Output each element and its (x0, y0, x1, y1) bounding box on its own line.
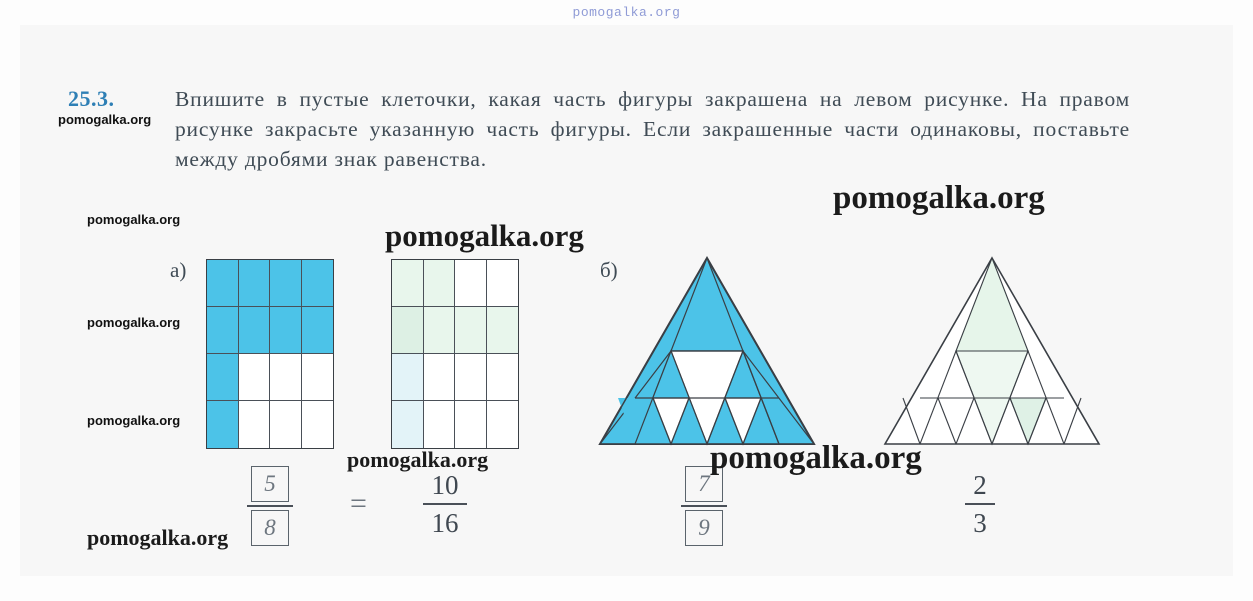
equals-sign-a: = (350, 487, 367, 520)
figure-a-answer-right (423, 470, 467, 538)
grid-cell[interactable] (424, 354, 456, 401)
figure-a-right-grid[interactable] (391, 259, 519, 449)
figure-a-answer-left[interactable] (247, 466, 293, 546)
watermark-text: pomogalka.org (87, 413, 181, 428)
grid-cell (302, 401, 334, 448)
grid-cell (270, 260, 302, 307)
grid-cell[interactable] (487, 401, 519, 448)
grid-cell[interactable] (455, 260, 487, 307)
figure-b-left-triangle (595, 252, 820, 452)
watermark-text: pomogalka.org (87, 212, 181, 227)
grid-cell[interactable] (487, 260, 519, 307)
top-watermark: pomogalka.org (572, 5, 681, 20)
grid-cell (302, 260, 334, 307)
fraction-denominator: 16 (431, 508, 459, 538)
grid-cell (207, 401, 239, 448)
grid-cell (270, 307, 302, 354)
grid-cell[interactable] (487, 307, 519, 354)
grid-cell[interactable] (455, 401, 487, 448)
grid-cell[interactable] (392, 401, 424, 448)
grid-cell (207, 354, 239, 401)
grid-cell (239, 260, 271, 307)
grid-cell[interactable] (424, 307, 456, 354)
grid-cell (239, 401, 271, 448)
figure-b-answer-left[interactable] (681, 466, 727, 546)
watermark-text: pomogalka.org (58, 112, 152, 127)
exercise-number: 25.3. (68, 86, 115, 111)
grid-cell (239, 354, 271, 401)
grid-cell[interactable] (424, 401, 456, 448)
grid-cell (207, 260, 239, 307)
figure-label-b: б) (600, 258, 618, 282)
fraction-denominator: 3 (973, 508, 987, 538)
fraction-bar (681, 505, 727, 507)
grid-cell (239, 307, 271, 354)
grid-cell[interactable] (455, 354, 487, 401)
answer-box-denominator[interactable]: 8 (251, 510, 289, 546)
figure-a-left-grid (206, 259, 334, 449)
fraction-bar (423, 503, 467, 505)
answer-box-denominator[interactable]: 9 (685, 510, 723, 546)
fraction-numerator: 2 (973, 470, 987, 500)
figure-label-a: а) (170, 258, 187, 282)
watermark-text: pomogalka.org (385, 218, 584, 253)
watermark-text: pomogalka.org (347, 447, 489, 472)
fraction-bar (965, 503, 995, 505)
figure-b-answer-right (965, 470, 995, 538)
grid-cell[interactable] (392, 307, 424, 354)
grid-cell[interactable] (487, 354, 519, 401)
grid-cell (207, 307, 239, 354)
watermark-text: pomogalka.org (87, 315, 181, 330)
grid-cell[interactable] (392, 354, 424, 401)
answer-box-numerator[interactable]: 5 (251, 466, 289, 502)
grid-cell[interactable] (424, 260, 456, 307)
grid-cell[interactable] (392, 260, 424, 307)
answer-box-numerator[interactable]: 7 (685, 466, 723, 502)
watermark-text: pomogalka.org (87, 525, 229, 550)
grid-cell (302, 307, 334, 354)
figure-b-right-triangle[interactable] (880, 252, 1105, 452)
grid-cell[interactable] (455, 307, 487, 354)
exercise-text (175, 84, 1130, 174)
exercise-text-paragraph: Впишите в пустые клеточки, какая часть фигуры закрашена на левом рисунке. На правом рисунке закрасьте указанную часть фигуры. Если закрашенные части одинаковы, поставьте между дробями знак равенства. (175, 87, 1130, 171)
watermark-text: pomogalka.org (710, 440, 922, 476)
grid-cell (270, 401, 302, 448)
fraction-numerator: 10 (431, 470, 459, 500)
grid-cell (302, 354, 334, 401)
watermark-text: pomogalka.org (833, 180, 1045, 216)
grid-cell (270, 354, 302, 401)
fraction-bar (247, 505, 293, 507)
